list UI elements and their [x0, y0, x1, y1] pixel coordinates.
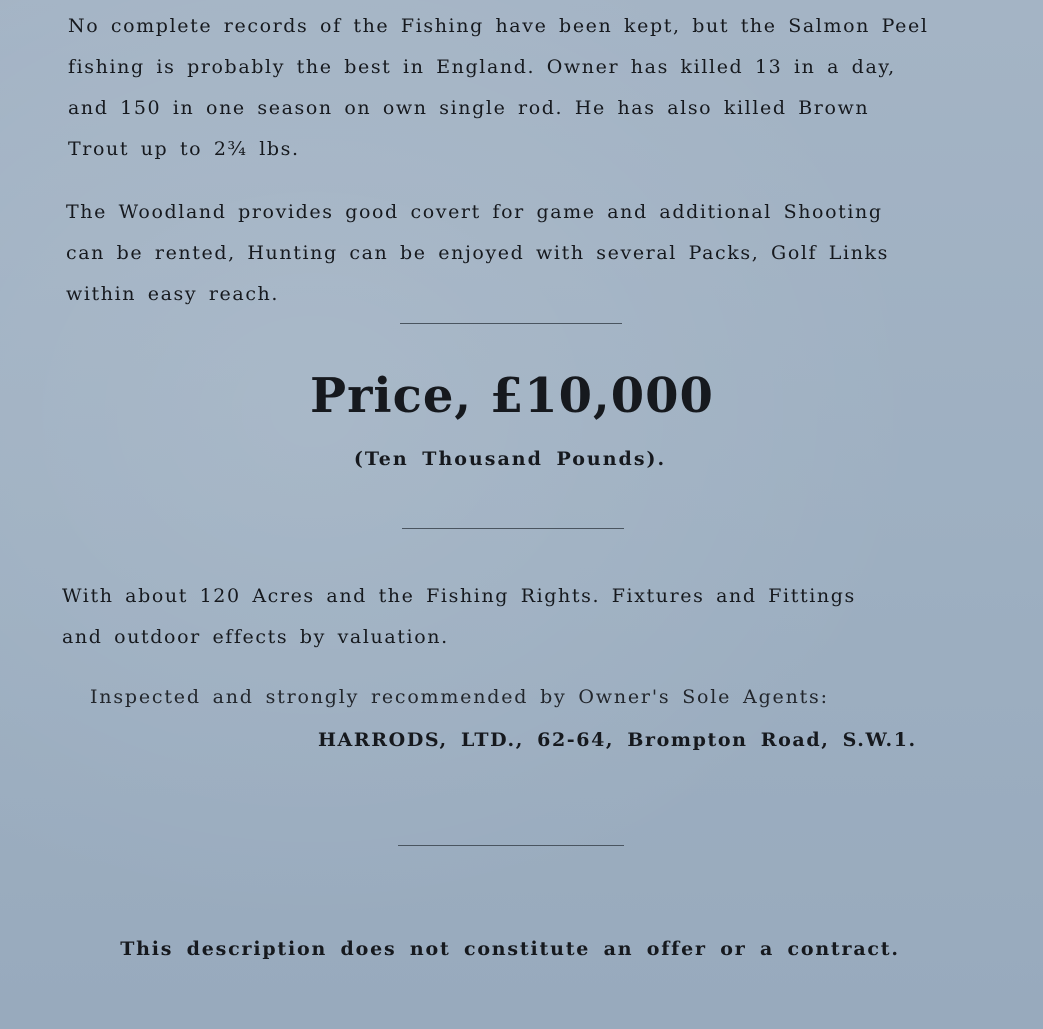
woodland-paragraph: [66, 192, 966, 315]
divider-rule: [398, 845, 624, 846]
divider-rule: [400, 323, 622, 324]
price-heading: Price, £10,000: [310, 368, 714, 424]
text-line: With about 120 Acres and the Fishing Rights. Fixtures and Fittings: [62, 585, 856, 607]
agent-name-address: HARRODS, LTD., 62-64, Brompton Road, S.W.1.: [318, 729, 917, 751]
text-line: and outdoor effects by valuation.: [62, 626, 449, 648]
divider-rule: [402, 528, 624, 529]
text-line: can be rented, Hunting can be enjoyed with several Packs, Golf Links: [66, 242, 890, 264]
acres-paragraph: [62, 576, 972, 658]
text-line: The Woodland provides good covert for game and additional Shooting: [66, 201, 883, 223]
text-line: within easy reach.: [66, 283, 280, 305]
disclaimer-text: This description does not constitute an offer or a contract.: [120, 938, 900, 960]
text-line: No complete records of the Fishing have been kept, but the Salmon Peel: [68, 15, 929, 37]
text-line: Trout up to 2¾ lbs.: [68, 138, 300, 160]
agents-recommendation: Inspected and strongly recommended by Owner's Sole Agents:: [90, 686, 829, 708]
text-line: and 150 in one season on own single rod. He has also killed Brown: [68, 97, 870, 119]
price-in-words: (Ten Thousand Pounds).: [353, 448, 667, 470]
text-line: fishing is probably the best in England. Owner has killed 13 in a day,: [68, 56, 896, 78]
fishing-paragraph: [68, 6, 968, 170]
